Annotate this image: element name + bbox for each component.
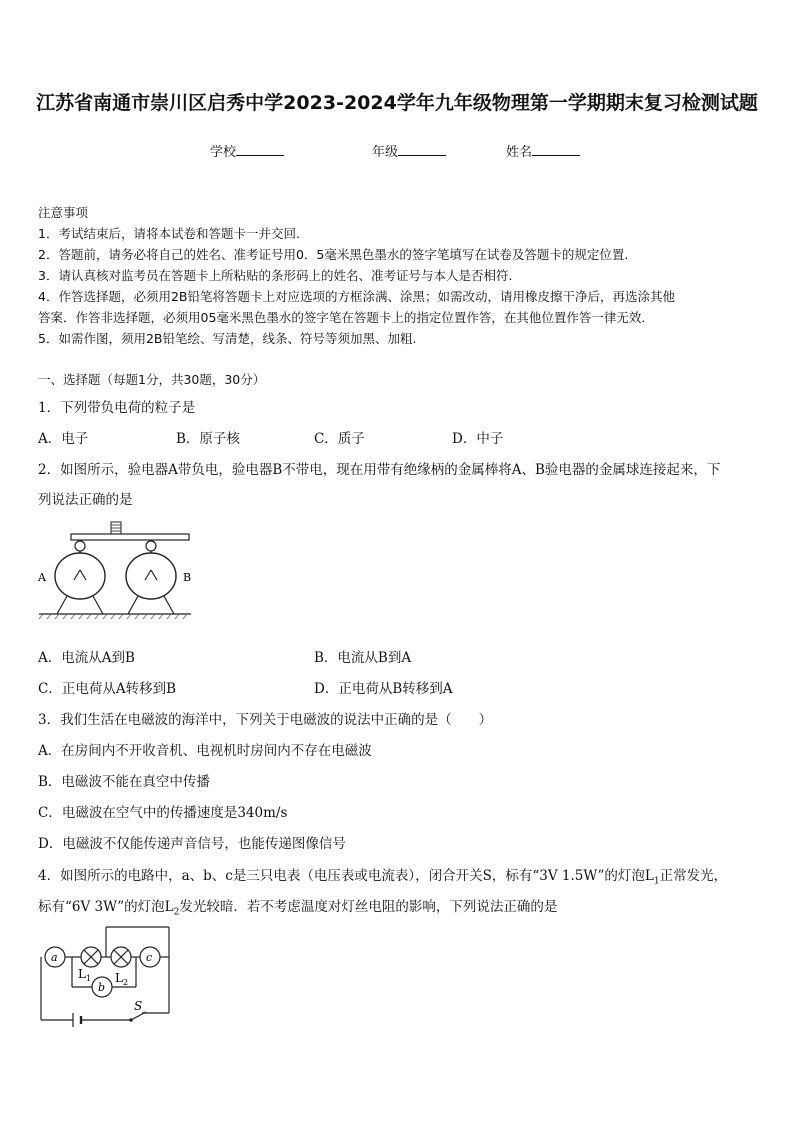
name-label: 姓名 — [506, 145, 533, 160]
grade-label: 年级 — [372, 145, 399, 160]
q1-option-c: C．质子 — [314, 431, 365, 447]
note-item: 2．答题前，请务必将自己的姓名、准考证号用0．5毫米黑色墨水的签字笔填写在试卷及答题卡的规定位置. — [38, 247, 629, 262]
school-field — [210, 141, 284, 160]
q3-stem: 3．我们生活在电磁波的海洋中，下列关于电磁波的说法中正确的是（ ） — [38, 712, 493, 728]
q1-option-b: B．原子核 — [176, 431, 240, 447]
q2-option-d: D．正电荷从B转移到A — [314, 681, 453, 697]
name-blank — [532, 143, 580, 156]
q1-stem: 1．下列带负电荷的粒子是 — [38, 400, 196, 416]
electroscope-a-label: A — [38, 571, 46, 584]
note-item: 5．如需作图，须用2B铅笔绘、写清楚，线条、符号等须加黑、加粗. — [38, 331, 417, 346]
q2-stem-line1: 2．如图所示，验电器A带负电，验电器B不带电，现在用带有绝缘柄的金属棒将A、B验电器的金属球连接起来，下 — [38, 462, 721, 478]
q3-option-c: C．电磁波在空气中的传播速度是340m/s — [38, 805, 288, 821]
q4-stem-line2: 标有“6V 3W”的灯泡$L_2$发光较暗．若不考虑温度对灯丝电阻的影响，下列说法正确的是 — [38, 899, 558, 918]
electroscope-figure — [35, 520, 195, 620]
meter-b-label: b — [98, 981, 106, 994]
q1-option-d: D．中子 — [452, 431, 504, 447]
electroscope-b-label: B — [183, 571, 192, 584]
note-item: 答案．作答非选择题，必须用05毫米黑色墨水的签字笔在答题卡上的指定位置作答，在其他位置作答一律无效． — [38, 310, 654, 325]
meter-a-label: a — [51, 951, 58, 964]
q2-option-a: A．电流从A到B — [38, 650, 135, 666]
q1-option-a: A．电子 — [38, 431, 89, 447]
q4-stem-line1: 4．如图所示的电路中，a、b、c是三只电表（电压表或电流表），闭合开关S，标有“3V 1.5W”的灯泡$L_1$正常发光， — [38, 868, 728, 887]
note-item: 3．请认真核对监考员在答题卡上所粘贴的条形码上的姓名、准考证号与本人是否相符. — [38, 268, 513, 283]
meter-c-label: c — [146, 951, 153, 964]
grade-blank — [398, 143, 446, 156]
lamp-l2-label: $L_2$ — [115, 971, 129, 987]
page-title: 江苏省南通市崇川区启秀中学2023-2024学年九年级物理第一学期期末复习检测试题 — [36, 92, 758, 114]
school-blank — [236, 143, 284, 156]
name-field — [506, 141, 580, 160]
section-heading: 一、选择题（每题1分，共30题，30分） — [38, 372, 266, 387]
q3-option-b: B．电磁波不能在真空中传播 — [38, 774, 210, 790]
lamp-l1-label: $L_1$ — [78, 967, 92, 983]
note-item: 1．考试结束后，请将本试卷和答题卡一并交回. — [38, 226, 300, 241]
school-label: 学校 — [210, 145, 237, 160]
grade-field — [372, 141, 446, 160]
q2-option-c: C．正电荷从A转移到B — [38, 681, 176, 697]
q3-option-a: A．在房间内不开收音机、电视机时房间内不存在电磁波 — [38, 743, 372, 759]
q3-option-d: D．电磁波不仅能传递声音信号，也能传递图像信号 — [38, 836, 346, 852]
switch-label: S — [134, 999, 143, 1013]
circuit-figure — [36, 922, 176, 1032]
note-item: 4．作答选择题，必须用2B铅笔将答题卡上对应选项的方框涂满、涂黑；如需改动，请用橡皮擦干净后，再选涂其他 — [38, 289, 675, 304]
notes-heading: 注意事项 — [38, 205, 89, 220]
q2-stem-line2: 列说法正确的是 — [38, 492, 133, 508]
q2-option-b: B．电流从B到A — [314, 650, 412, 666]
